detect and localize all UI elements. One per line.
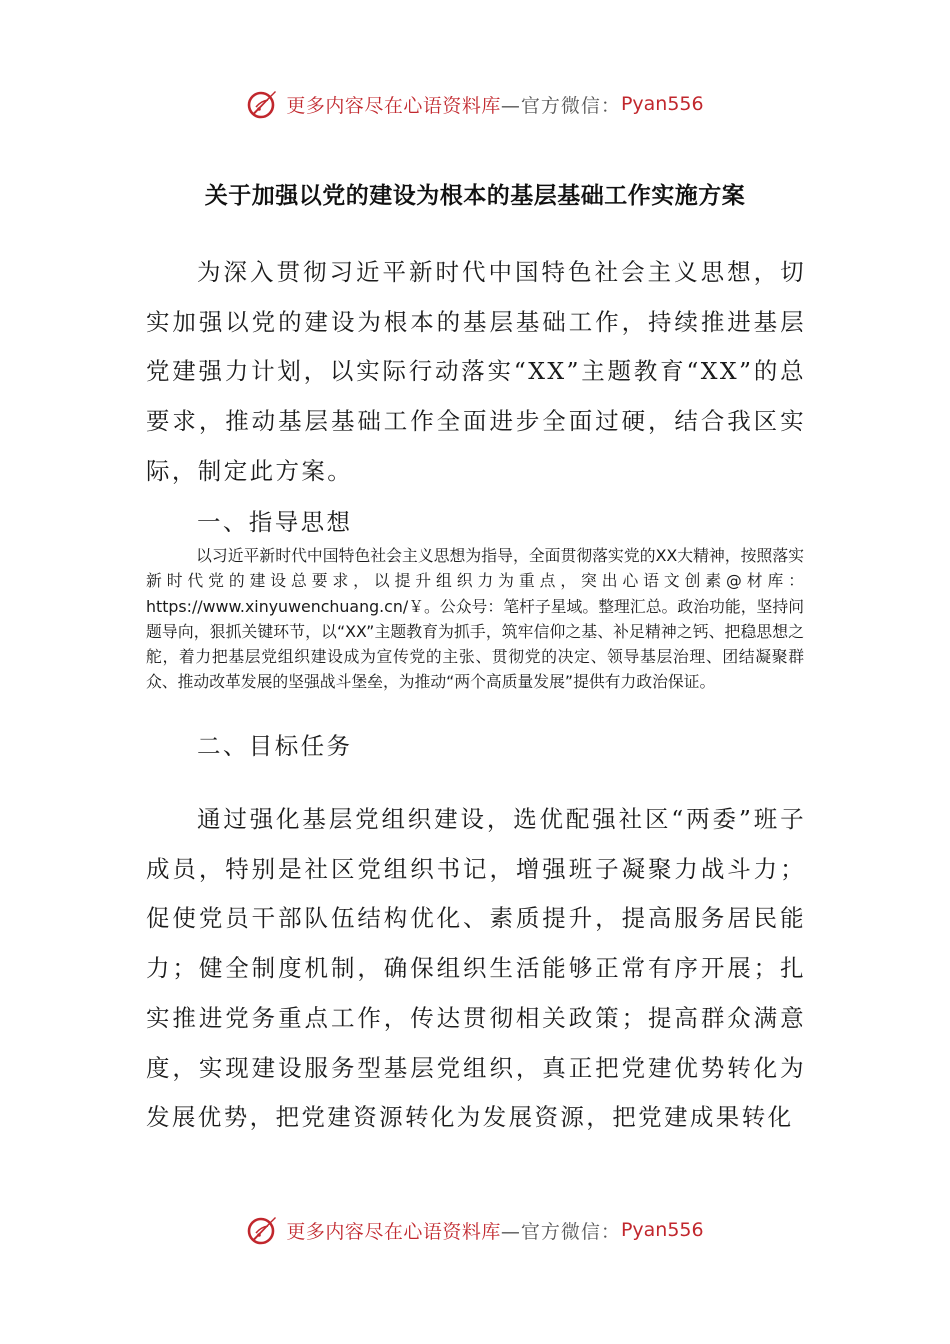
section-body-goals: 通过强化基层党组织建设，选优配强社区“两委”班子成员，特别是社区党组织书记，增强班子凝聚力战斗力；促使党员干部队伍结构优化、素质提升，提高服务居民能力；健全制度机制，确保组织生活能够正常有序开展；扎实推进党务重点工作，传达贯彻相关政策；提高群众满意度，实现建设服务型基层党组织，真正把党建优势转化为发展优势，把党建资源转化为发展资源，把党建成果转化 (146, 805, 806, 1132)
banner-wechat-id: Pyan556 (620, 93, 704, 115)
banner-wechat-id: Pyan556 (620, 1219, 704, 1241)
footer-banner (0, 1208, 950, 1252)
banner-separator: —官方微信： (500, 94, 621, 117)
header-banner (0, 82, 950, 126)
intro-paragraph: 为深入贯彻习近平新时代中国特色社会主义思想，切实加强以党的建设为根本的基层基础工作，持续推进基层党建强力计划，以实际行动落实“XX”主题教育“XX”的总要求，推动基层基础工作全面进步全面过硬，结合我区实际，制定此方案。 (146, 258, 806, 485)
pen-nib-logo-icon (246, 1213, 280, 1247)
section-body-guiding-ideology: 以习近平新时代中国特色社会主义思想为指导，全面贯彻落实党的XX大精神，按照落实新时代党的建设总要求，以提升组织力为重点，突出心语文创素@材库：https://www.xinyuwenchuang.cn/￥。公众号：笔杆子星域。整理汇总。政治功能，坚持问题导向，狠抓关键环节，以“XX”主题教育为抓手，筑牢信仰之基、补足精神之钙、把稳思想之舵，着力把基层党组织建设成为宣传党的主张、贯彻党的决定、领导基层治理、团结凝聚群众、推动改革发展的坚强战斗堡垒，为推动“两个高质量发展”提供有力政治保证。 (146, 546, 804, 692)
banner-site-text: 更多内容尽在心语资料库 (286, 1220, 501, 1243)
pen-nib-logo-icon (246, 87, 280, 121)
section-heading-guiding-ideology: 一、指导思想 (197, 508, 353, 536)
document-title: 关于加强以党的建设为根本的基层基础工作实施方案 (204, 182, 746, 209)
banner-site-text: 更多内容尽在心语资料库 (286, 94, 501, 117)
section-heading-goals: 二、目标任务 (197, 732, 353, 760)
banner-separator: —官方微信： (500, 1220, 621, 1243)
